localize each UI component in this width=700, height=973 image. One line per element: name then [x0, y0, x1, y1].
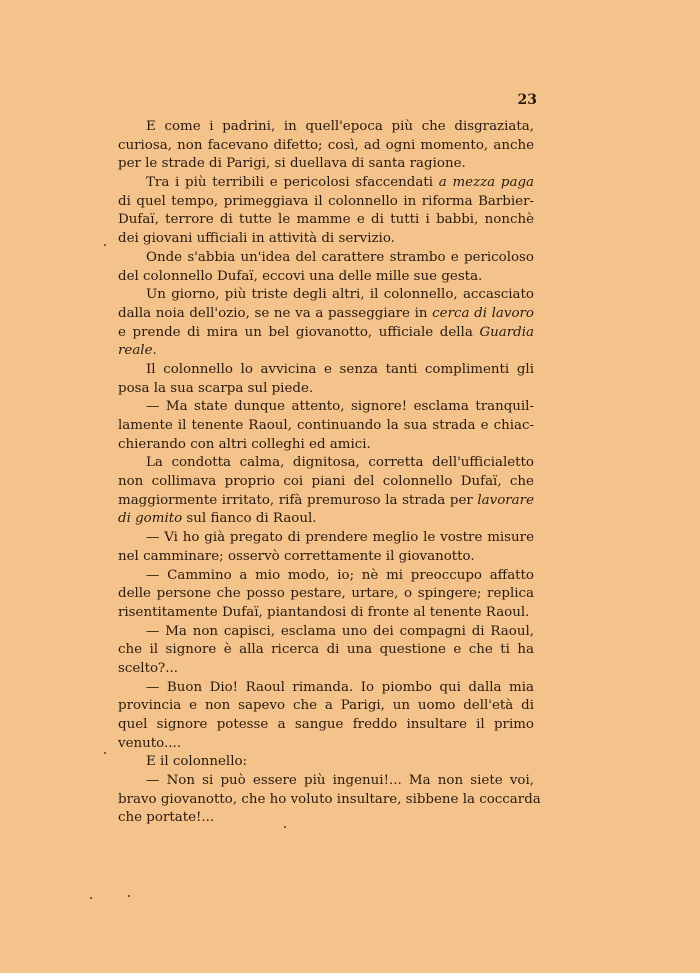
text-run: bravo giovanotto, che ho voluto insultare, sibbene la coccarda: [118, 791, 541, 807]
text-run: E il colonnello:: [146, 754, 248, 770]
text-run: — Ma state dunque attento, signore! esclama tranquil-: [146, 399, 534, 415]
body-text: [118, 118, 541, 828]
text-run: di quel tempo, primeggiava il colonnello in riforma Barbier-: [118, 193, 534, 209]
text-line: [118, 174, 534, 193]
text-line: [118, 492, 534, 511]
text-line: [118, 137, 534, 156]
text-line: [118, 324, 534, 343]
italic-phrase: cerca di lavoro: [432, 305, 534, 321]
text-line: [118, 660, 534, 679]
text-line: [118, 268, 534, 287]
text-line: [118, 249, 534, 268]
text-line: [118, 361, 534, 380]
text-line: [118, 567, 534, 586]
italic-phrase: Guardia: [479, 324, 534, 340]
text-run: dalla noia dell'ozio, se ne va a passeggiare in: [118, 305, 433, 321]
text-line: [118, 623, 534, 642]
text-line: [118, 193, 534, 212]
text-run: per le strade di Parigi, si duellava di santa ragione.: [118, 156, 466, 172]
page-number: 23: [517, 92, 537, 108]
text-run: chierando con altri colleghi ed amici.: [118, 436, 371, 452]
text-line: [118, 230, 534, 249]
text-run: delle persone che posso pestare, urtare, o spingere; replica: [118, 586, 534, 602]
text-run: — Vi ho già pregato di prendere meglio le vostre misure: [146, 530, 534, 546]
text-line: [118, 398, 534, 417]
text-run: — Cammino a mio modo, io; nè mi preoccupo affatto: [146, 567, 534, 583]
text-run: La condotta calma, dignitosa, corretta dell'ufficialetto: [146, 455, 534, 471]
text-run: — Ma non capisci, esclama uno dei compagni di Raoul,: [146, 623, 534, 639]
italic-phrase: a mezza paga: [438, 175, 534, 191]
paper-speck: [104, 752, 106, 754]
text-line: [118, 286, 534, 305]
text-run: non collimava proprio coi piani del colonnello Dufaï, che: [118, 474, 534, 490]
text-line: [118, 510, 534, 529]
text-line: [118, 342, 534, 361]
text-run: Un giorno, più triste degli altri, il colonnello, accasciato: [146, 287, 534, 303]
text-run: Onde s'abbia un'idea del carattere strambo e pericoloso: [146, 249, 534, 265]
text-line: [118, 604, 534, 623]
text-run: curiosa, non facevano difetto; così, ad ogni momento, anche: [118, 137, 534, 153]
text-run: nel camminare; osservò correttamente il giovanotto.: [118, 548, 475, 564]
text-run: risentitamente Dufaï, piantandosi di fronte al tenente Raoul.: [118, 604, 530, 620]
text-run: posa la sua scarpa sul piede.: [118, 380, 314, 396]
text-run: dei giovani ufficiali in attività di servizio.: [118, 231, 395, 247]
text-line: [118, 585, 534, 604]
paper-speck: [128, 895, 130, 897]
text-run: E come i padrini, in quell'epoca più che disgraziata,: [146, 119, 534, 134]
text-line: [118, 548, 534, 567]
text-line: [118, 454, 534, 473]
text-run: provincia e non sapevo che a Parigi, un uomo dell'età di: [118, 698, 534, 714]
text-line: [118, 679, 534, 698]
text-line: [118, 772, 534, 791]
text-line: [118, 436, 534, 455]
text-run: — Buon Dio! Raoul rimanda. Io piombo qui dalla mia: [146, 679, 534, 695]
paper-speck: [104, 244, 106, 246]
text-line: [118, 118, 534, 137]
text-line: [118, 641, 534, 660]
italic-phrase: reale: [118, 343, 153, 359]
text-line: [118, 155, 534, 174]
text-run: maggiormente irritato, rifà premuroso la strada per: [118, 492, 478, 508]
italic-phrase: lavorare: [477, 492, 534, 508]
text-run: — Non si può essere più ingenui!... Ma non siete voi,: [146, 773, 534, 789]
text-line: [118, 529, 534, 548]
text-line: [118, 735, 534, 754]
text-line: [118, 809, 534, 828]
text-line: [118, 211, 534, 230]
text-line: [118, 753, 534, 772]
text-line: [118, 305, 534, 324]
text-run: .: [152, 343, 157, 359]
text-run: e prende di mira un bel giovanotto, ufficiale della: [118, 324, 480, 340]
italic-phrase: di gomito: [118, 511, 183, 527]
text-line: [118, 417, 534, 436]
text-run: venuto....: [118, 735, 181, 751]
text-run: scelto?...: [118, 660, 178, 676]
text-run: Dufaï, terrore di tutte le mamme e di tutti i babbi, nonchè: [118, 212, 534, 228]
text-run: che portate!...: [118, 810, 215, 826]
text-line: [118, 380, 534, 399]
paper-speck: [90, 897, 92, 899]
text-line: [118, 697, 534, 716]
text-run: Tra i più terribili e pericolosi sfaccendati: [146, 175, 439, 191]
text-run: lamente il tenente Raoul, continuando la sua strada e chiac-: [118, 418, 534, 433]
text-line: [118, 473, 534, 492]
text-run: sul fianco di Raoul.: [182, 511, 317, 527]
paper-speck: [284, 826, 286, 828]
text-run: che il signore è alla ricerca di una questione e che ti ha: [118, 642, 534, 658]
text-line: [118, 716, 534, 735]
text-run: del colonnello Dufaï, eccovi una delle mille sue gesta.: [118, 268, 483, 284]
text-run: Il colonnello lo avvicina e senza tanti complimenti gli: [146, 361, 534, 377]
text-line: [118, 791, 541, 810]
text-run: quel signore potesse a sangue freddo insultare il primo: [118, 717, 534, 732]
